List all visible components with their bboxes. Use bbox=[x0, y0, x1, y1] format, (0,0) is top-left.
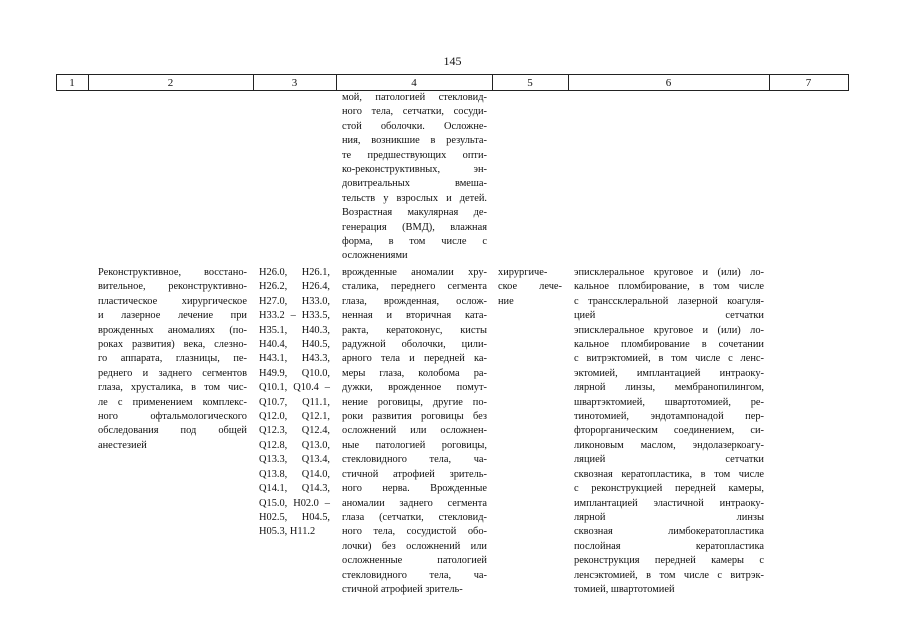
text-line: имплантацией эластичной интраоку- bbox=[574, 497, 764, 509]
text-line: с реконструкцией передней камеры, bbox=[574, 483, 764, 495]
text-line: глаза, хрусталика, в том чис- bbox=[98, 382, 247, 394]
text-line: стой оболочки. Осложне- bbox=[342, 120, 487, 132]
text-line: радужной оболочки, цили- bbox=[342, 339, 487, 351]
text-line: эписклеральное круговое и (или) ло- bbox=[574, 324, 764, 336]
text-line: стекловидного тела, ча- bbox=[342, 569, 487, 581]
text-line: сталика, переднего сегмента bbox=[342, 281, 487, 293]
text-line: Реконструктивное, восстано- bbox=[98, 267, 247, 278]
text-line: ния, возникшие в результа- bbox=[342, 135, 487, 147]
table-top-rule bbox=[56, 74, 849, 75]
text-line: H02.5, H04.5, bbox=[259, 511, 330, 523]
column-number-7: 7 bbox=[805, 77, 812, 89]
text-line: роках развития) века, слезно- bbox=[98, 339, 247, 351]
text-line: генерация (ВМД), влажная bbox=[342, 221, 487, 233]
text-line: врожденных аномалиях (по- bbox=[98, 324, 247, 336]
diagnosis-cell bbox=[342, 266, 487, 597]
text-line: Q10.1, Q10.4 – bbox=[259, 382, 330, 394]
text-line: пластическое хирургическое bbox=[98, 295, 247, 307]
text-line: Q13.3, Q13.4, bbox=[259, 454, 330, 466]
continuation-diagnosis-text bbox=[342, 91, 487, 264]
text-line: H43.1, H43.3, bbox=[259, 353, 330, 365]
text-line: врожденные аномалии хру- bbox=[342, 267, 487, 278]
text-line: дужки, врожденное помут- bbox=[342, 382, 487, 394]
text-line: лярной линзы, мембранопилингом, bbox=[574, 382, 764, 394]
text-line: ние bbox=[498, 295, 514, 307]
text-line: тельств у взрослых и детей. bbox=[342, 192, 487, 204]
text-line: реконструкция передней камеры с bbox=[574, 555, 764, 567]
text-line: H40.4, H40.5, bbox=[259, 339, 330, 351]
text-line: глаза, врожденная, ослож- bbox=[342, 295, 487, 307]
text-line: го аппарата, глазницы, пе- bbox=[98, 353, 247, 365]
text-line: ликоновым маслом, эндолазеркоагу- bbox=[574, 439, 764, 451]
text-line: ракта, кератоконус, кисты bbox=[342, 324, 487, 336]
page-number: 145 bbox=[443, 54, 462, 68]
text-line: Q13.8, Q14.0, bbox=[259, 468, 330, 480]
text-line: ного тела, сосудистой обо- bbox=[342, 526, 487, 538]
treatment-method-cell bbox=[574, 266, 764, 597]
text-line: ного нерва. Врожденные bbox=[342, 483, 487, 495]
text-line: ляцией сетчатки bbox=[574, 454, 764, 466]
column-number-2: 2 bbox=[167, 77, 174, 89]
text-line: послойная кератопластика bbox=[574, 540, 764, 552]
text-line: роки развития роговицы без bbox=[342, 411, 487, 423]
text-line: Q14.1, Q14.3, bbox=[259, 483, 330, 495]
text-line: меры глаза, колобома ра- bbox=[342, 367, 487, 379]
text-line: лярной линзы bbox=[574, 511, 764, 523]
text-line: эписклеральное круговое и (или) ло- bbox=[574, 267, 764, 278]
text-line: анестезией bbox=[98, 439, 147, 451]
text-line: стичной атрофией зритель- bbox=[342, 468, 487, 480]
text-line: сквозная кератопластика, в том числе bbox=[574, 468, 764, 480]
text-line: H49.9, Q10.0, bbox=[259, 367, 330, 379]
column-number-4: 4 bbox=[411, 77, 417, 89]
text-line: Q12.8, Q13.0, bbox=[259, 439, 330, 451]
text-line: ское лече- bbox=[498, 281, 562, 293]
text-line: цией сетчатки bbox=[574, 310, 764, 322]
text-line: с транссклеральной лазерной коагуля- bbox=[574, 295, 764, 307]
text-line: обследования под общей bbox=[98, 425, 247, 437]
treatment-type-cell bbox=[498, 266, 562, 309]
text-line: кальное пломбирование в сочетании bbox=[574, 339, 764, 351]
text-line: эктомией, имплантацией интраоку- bbox=[574, 367, 764, 379]
column-number-3: 3 bbox=[291, 77, 298, 89]
column-number-6: 6 bbox=[665, 77, 672, 89]
text-line: и лазерное лечение при bbox=[98, 310, 247, 322]
text-line: форма, в том числе с bbox=[342, 236, 487, 248]
text-line: ного тела, сетчатки, сосуди- bbox=[342, 106, 487, 118]
column-divider bbox=[848, 74, 849, 90]
column-number-1: 1 bbox=[69, 77, 75, 89]
text-line: тинотомией, эндотампонадой пер- bbox=[574, 411, 764, 423]
text-line: H05.3, H11.2 bbox=[259, 526, 316, 538]
text-line: H26.0, H26.1, bbox=[259, 267, 330, 278]
text-line: осложнениями bbox=[342, 250, 408, 262]
text-line: те предшествующих опти- bbox=[342, 149, 487, 161]
text-line: аномалии заднего сегмента bbox=[342, 497, 487, 509]
text-line: сквозная лимбокератопластика bbox=[574, 526, 764, 538]
text-line: томией, швартотомией bbox=[574, 583, 675, 595]
text-line: вительное, реконструктивно- bbox=[98, 281, 247, 293]
text-line: ные патологией роговицы, bbox=[342, 439, 487, 451]
text-line: фторорганическим соединением, си- bbox=[574, 425, 764, 437]
text-line: Возрастная макулярная де- bbox=[342, 207, 487, 219]
text-line: кальное пломбирование, в том числе bbox=[574, 281, 764, 293]
text-line: осложнений или осложнен- bbox=[342, 425, 487, 437]
text-line: реднего и заднего сегментов bbox=[98, 367, 247, 379]
text-line: нение роговицы, другие по- bbox=[342, 396, 487, 408]
text-line: H35.1, H40.3, bbox=[259, 324, 330, 336]
text-line: довитреальных вмеша- bbox=[342, 178, 487, 190]
text-line: ле с применением комплекс- bbox=[98, 396, 247, 408]
text-line: ненная и вторичная ката- bbox=[342, 310, 487, 322]
text-line: стичной атрофией зритель- bbox=[342, 583, 463, 595]
text-line: Q12.3, Q12.4, bbox=[259, 425, 330, 437]
text-line: осложненные патологией bbox=[342, 555, 487, 567]
text-line: ко-реконструктивных, эн- bbox=[342, 164, 487, 176]
text-line: H33.2 – H33.5, bbox=[259, 310, 330, 322]
method-name-cell bbox=[98, 266, 247, 453]
text-line: ного офтальмологического bbox=[98, 411, 247, 423]
text-line: швартэктомией, швартотомией, ре- bbox=[574, 396, 764, 408]
text-line: Q15.0, H02.0 – bbox=[259, 497, 330, 509]
text-line: арного тела и передней ка- bbox=[342, 353, 487, 365]
text-line: H27.0, H33.0, bbox=[259, 295, 330, 307]
text-line: H26.2, H26.4, bbox=[259, 281, 330, 293]
column-number-5: 5 bbox=[527, 77, 533, 89]
text-line: Q12.0, Q12.1, bbox=[259, 411, 330, 423]
text-line: ленсэктомией, в том числе с витрэк- bbox=[574, 569, 764, 581]
text-line: глаза (сетчатки, стекловид- bbox=[342, 511, 487, 523]
text-line: стекловидного тела, ча- bbox=[342, 454, 487, 466]
text-line: мой, патологией стекловид- bbox=[342, 92, 487, 103]
text-line: Q10.7, Q11.1, bbox=[259, 396, 330, 408]
text-line: хирургиче- bbox=[498, 267, 548, 278]
icd-codes-cell bbox=[259, 266, 330, 540]
text-line: лочки) без осложнений или bbox=[342, 540, 487, 552]
text-line: с витрэктомией, в том числе с ленс- bbox=[574, 353, 764, 365]
